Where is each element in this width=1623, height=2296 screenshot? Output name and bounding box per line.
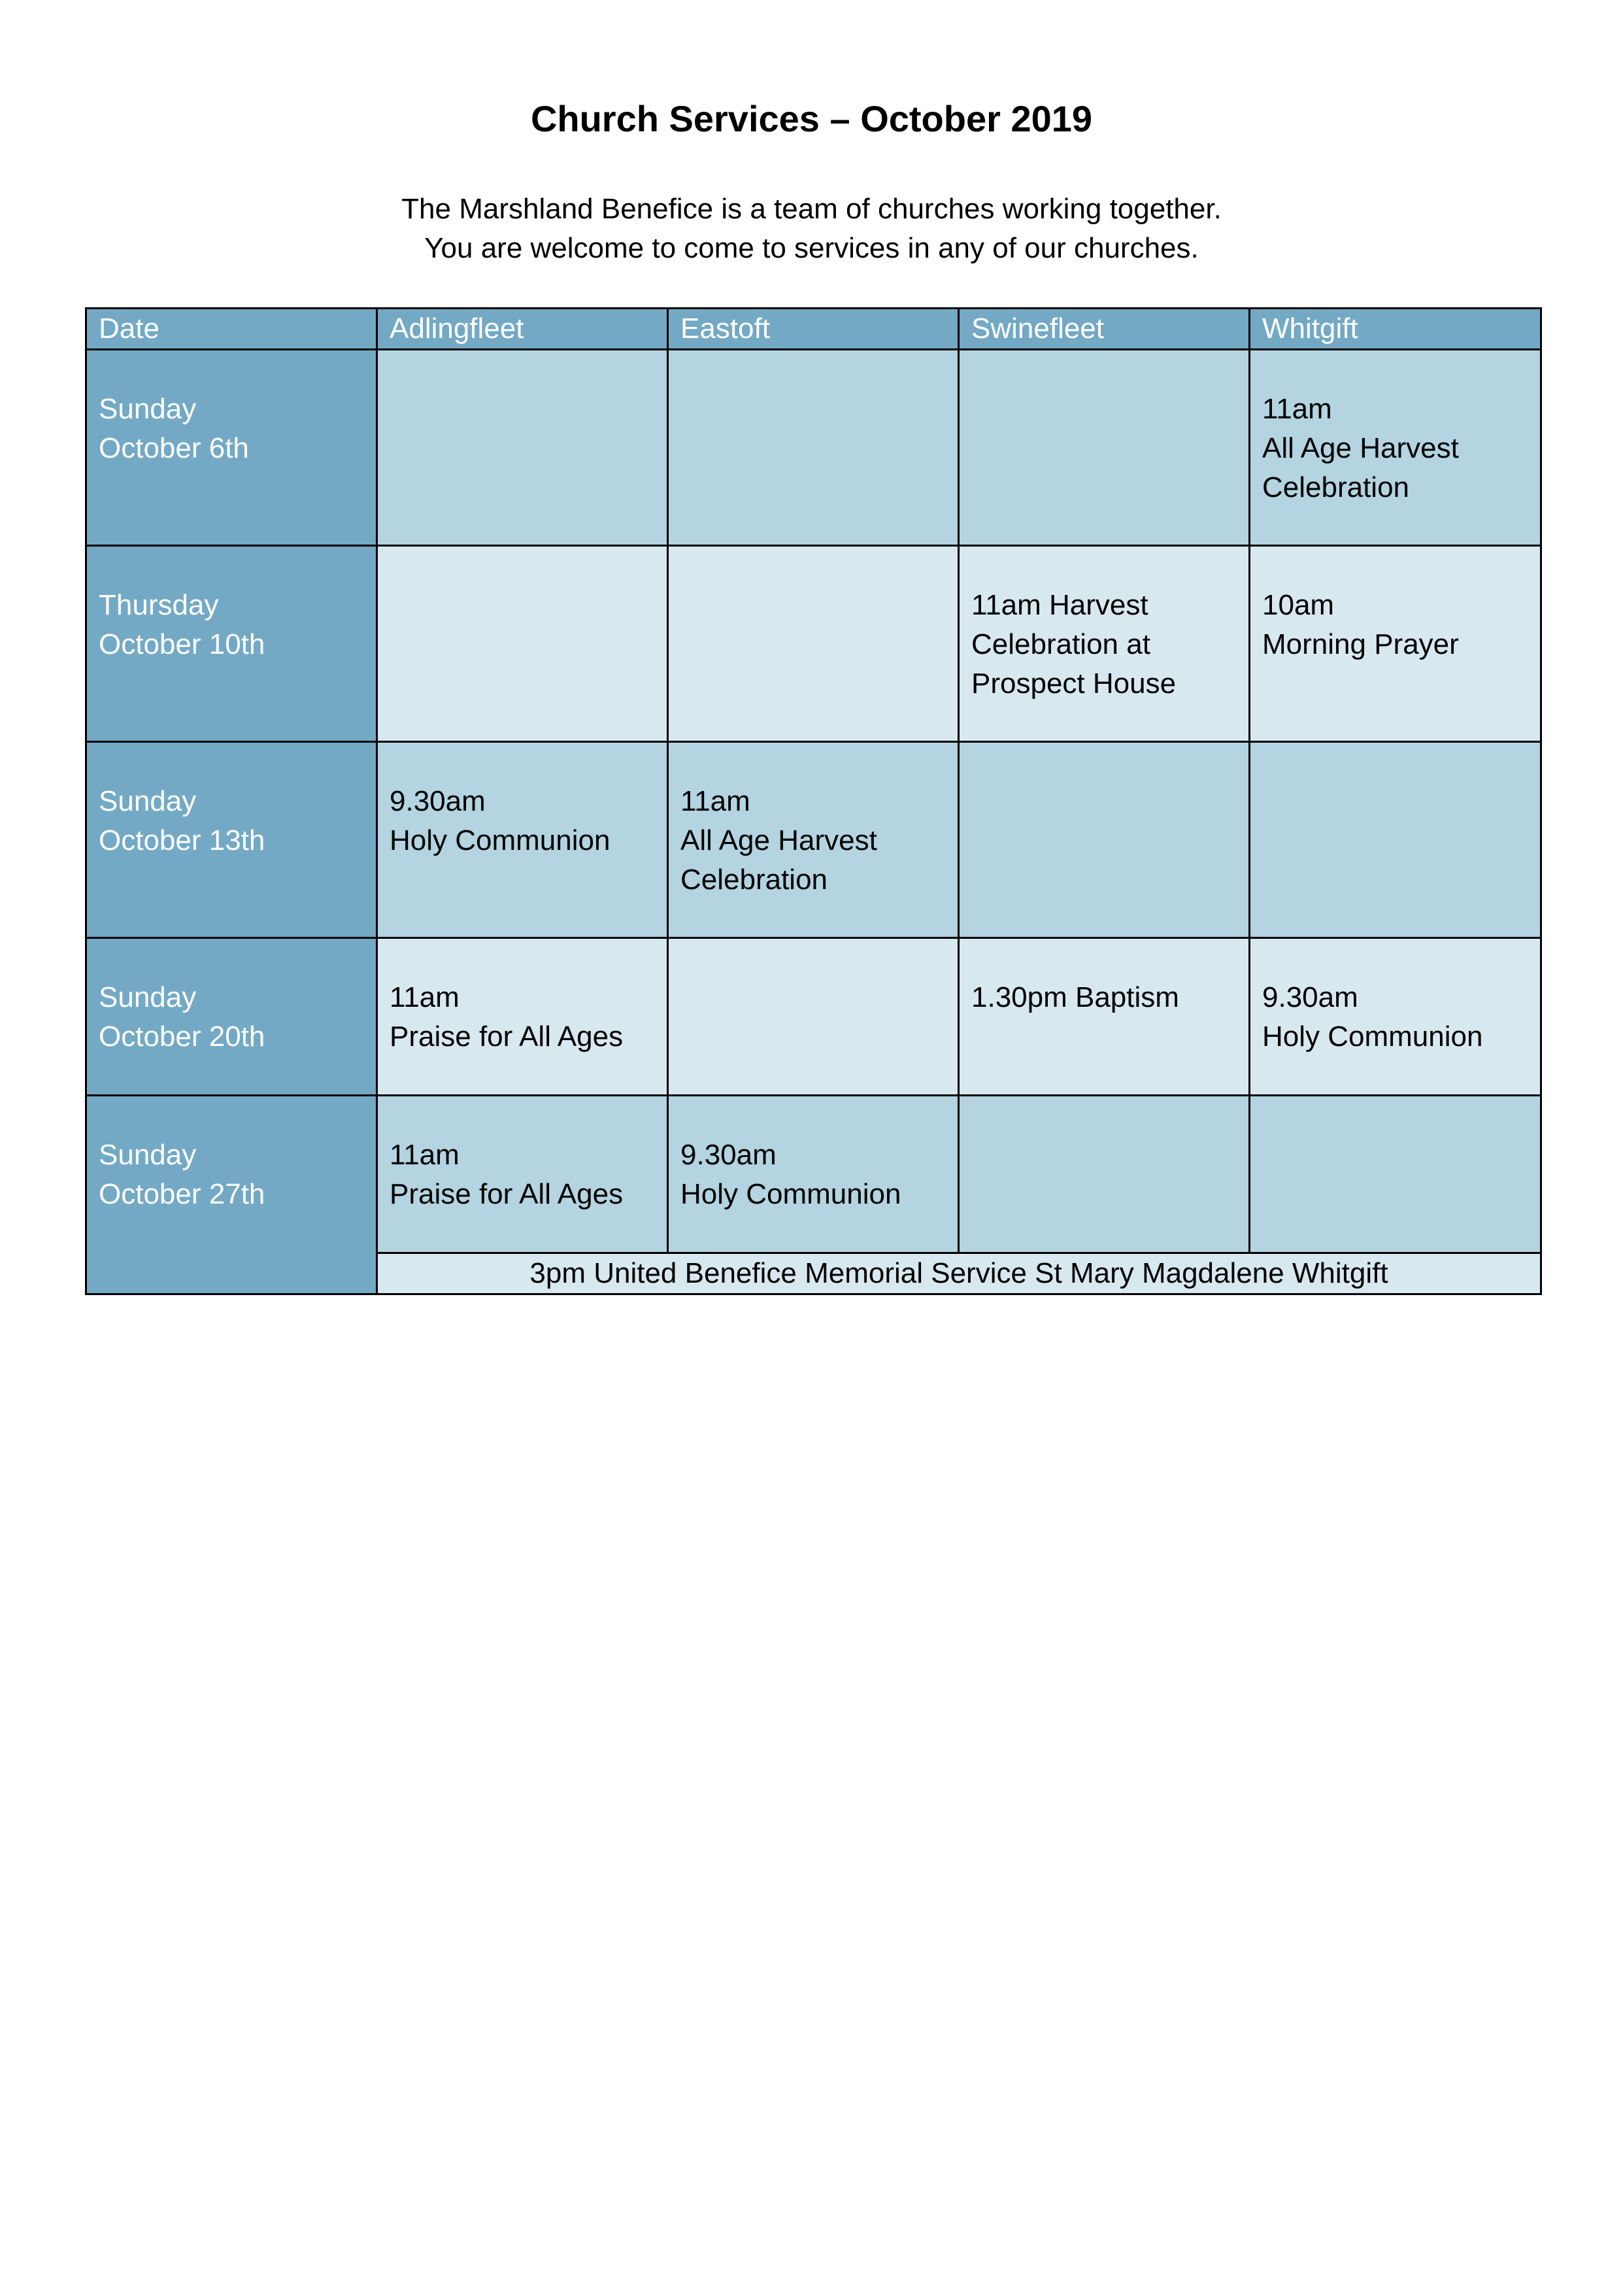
service-cell-adlingfleet bbox=[377, 350, 668, 546]
date-day: Sunday bbox=[99, 981, 197, 1013]
service-cell-eastoft bbox=[668, 546, 959, 742]
header-adlingfleet: Adlingfleet bbox=[377, 309, 668, 350]
service-time: 9.30am bbox=[390, 785, 486, 817]
service-cell-swinefleet bbox=[959, 350, 1250, 546]
date-cell bbox=[86, 742, 377, 938]
service-cell-adlingfleet bbox=[377, 1096, 668, 1253]
service-time: 10am bbox=[1262, 589, 1335, 621]
date-cell bbox=[86, 546, 377, 742]
service-cell-whitgift bbox=[1250, 938, 1541, 1096]
date-day: Sunday bbox=[99, 393, 197, 425]
date-day: Thursday bbox=[99, 589, 219, 621]
date-cell bbox=[86, 1096, 377, 1294]
service-cell-whitgift bbox=[1250, 350, 1541, 546]
service-name: All Age Harvest Celebration bbox=[680, 824, 877, 896]
date-day: Sunday bbox=[99, 1139, 197, 1171]
table-row bbox=[86, 350, 1541, 546]
service-time: 11am bbox=[680, 785, 750, 817]
date-day: Sunday bbox=[99, 785, 197, 817]
service-time: 1.30pm Baptism bbox=[971, 981, 1179, 1013]
date-date: October 20th bbox=[99, 1021, 265, 1053]
header-whitgift: Whitgift bbox=[1250, 309, 1541, 350]
service-time: 9.30am bbox=[1262, 981, 1358, 1013]
service-cell-adlingfleet bbox=[377, 938, 668, 1096]
service-cell-swinefleet bbox=[959, 742, 1250, 938]
memorial-service-cell: 3pm United Benefice Memorial Service St Mary Magdalene Whitgift bbox=[377, 1253, 1541, 1294]
date-date: October 13th bbox=[99, 824, 265, 856]
service-cell-swinefleet bbox=[959, 546, 1250, 742]
intro-line-2: You are welcome to come to services in any of our churches. bbox=[424, 232, 1199, 264]
header-date: Date bbox=[86, 309, 377, 350]
intro-text bbox=[0, 190, 1623, 268]
service-cell-eastoft bbox=[668, 742, 959, 938]
services-table bbox=[85, 307, 1542, 1295]
service-cell-whitgift bbox=[1250, 742, 1541, 938]
service-name: Holy Communion bbox=[390, 824, 611, 856]
page-title: Church Services – October 2019 bbox=[530, 98, 1093, 139]
table-row bbox=[86, 938, 1541, 1096]
date-date: October 27th bbox=[99, 1178, 265, 1210]
service-cell-adlingfleet bbox=[377, 546, 668, 742]
service-cell-swinefleet bbox=[959, 1096, 1250, 1253]
service-cell-eastoft bbox=[668, 938, 959, 1096]
date-cell bbox=[86, 938, 377, 1096]
table-row bbox=[86, 546, 1541, 742]
service-name: Holy Communion bbox=[680, 1178, 901, 1210]
service-time: 11am bbox=[390, 981, 460, 1013]
date-date: October 6th bbox=[99, 432, 249, 464]
service-cell-whitgift bbox=[1250, 1096, 1541, 1253]
service-name: Morning Prayer bbox=[1262, 628, 1459, 660]
service-name: Praise for All Ages bbox=[390, 1021, 624, 1053]
service-time: 11am Harvest Celebration at Prospect House bbox=[971, 589, 1177, 700]
service-name: All Age Harvest Celebration bbox=[1262, 432, 1459, 503]
date-date: October 10th bbox=[99, 628, 265, 660]
date-cell bbox=[86, 350, 377, 546]
service-time: 11am bbox=[390, 1139, 460, 1171]
service-time: 9.30am bbox=[680, 1139, 777, 1171]
service-cell-eastoft bbox=[668, 350, 959, 546]
table-row bbox=[86, 1096, 1541, 1253]
header-row bbox=[86, 309, 1541, 350]
header-eastoft: Eastoft bbox=[668, 309, 959, 350]
service-cell-whitgift bbox=[1250, 546, 1541, 742]
service-cell-adlingfleet bbox=[377, 742, 668, 938]
service-name: Holy Communion bbox=[1262, 1021, 1483, 1053]
service-time: 11am bbox=[1262, 393, 1332, 425]
table-row bbox=[86, 742, 1541, 938]
header-swinefleet: Swinefleet bbox=[959, 309, 1250, 350]
service-cell-eastoft bbox=[668, 1096, 959, 1253]
service-cell-swinefleet bbox=[959, 938, 1250, 1096]
service-name: Praise for All Ages bbox=[390, 1178, 624, 1210]
intro-line-1: The Marshland Benefice is a team of churches working together. bbox=[401, 193, 1222, 225]
